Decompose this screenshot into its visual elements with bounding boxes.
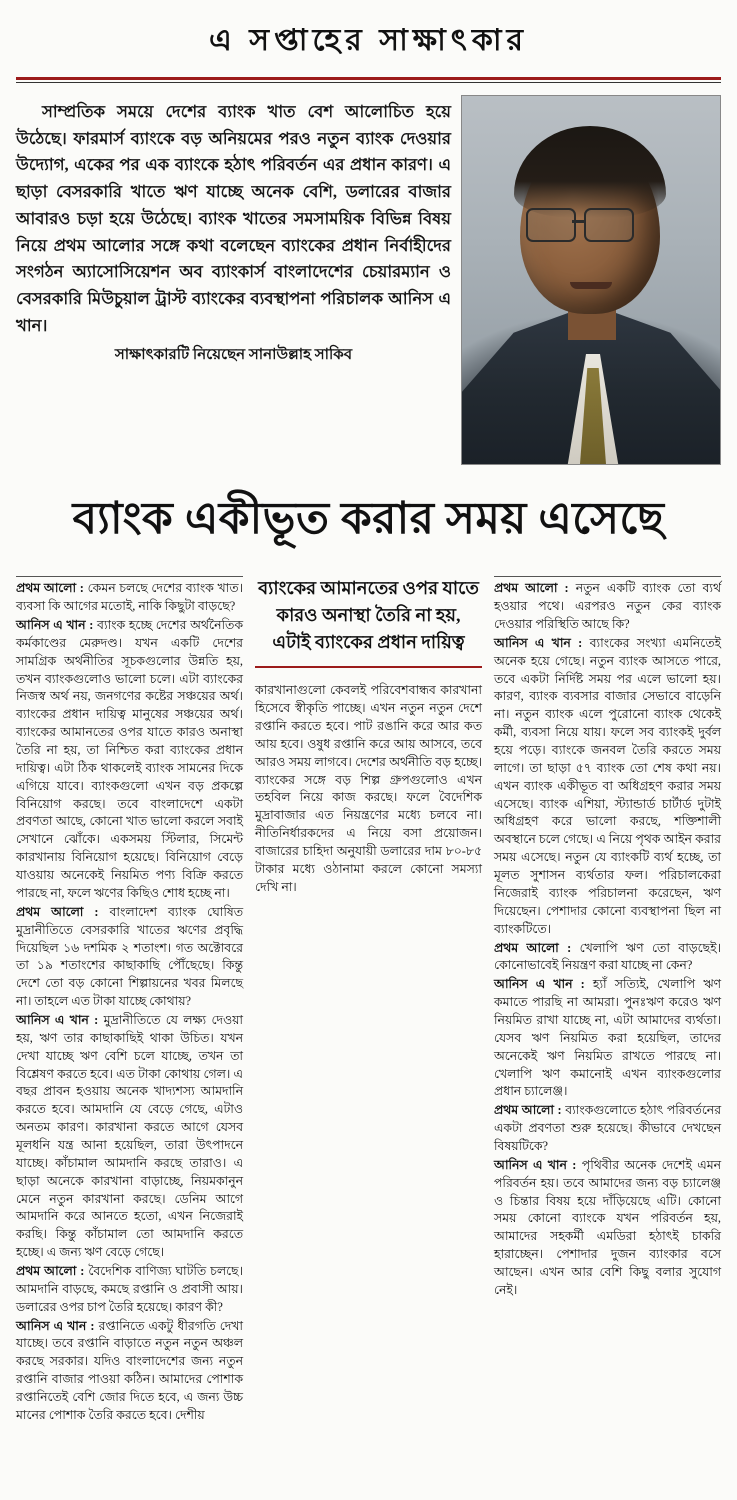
paragraph-text: কারখানাগুলো কেবলই পরিবেশবান্ধব কারখানা হিসেবে স্বীকৃতি পাচ্ছে। এখন নতুন নতুন দেশে রপ্তানি করতে হবে। পাট রঙানি করে আর কত আয় হবে। ওষুধ রপ্তানি করে আয় আসবে, তবে আরও সময় লাগবে। দেশের অর্থনীতি বড় হচ্ছে। ব্যাংকের সঙ্গে বড় শিল্প গ্রুপগুলোও এখন তহবিল নিয়ে কাজ করছে। ফলে বৈদেশিক মুদ্রাবাজার এত নিয়ন্ত্রণের মধ্যে চলবে না। নীতিনির্ধারকদের এ নিয়ে বসা প্রয়োজন। বাজারের চাহিদা অনুযায়ী ডলারের দাম ৮০-৮৫ টাকার মধ্যে ওঠানামা করলে কোনো সমস্যা দেখি না। <box>255 683 482 894</box>
paragraph-text: ব্যাংক হচ্ছে দেশের অর্থনৈতিক কর্মকাণ্ডের মেরুদণ্ড। যখন একটি দেশের সামগ্রিক অর্থনীতির সূচকগুলোর উন্নতি হয়, তখন ব্যাংকগুলোও ভালো চলে। এটা ব্যাংকের নিজস্ব অর্থ নয়, জনগণের কষ্টের সঞ্চয়ের অর্থ। ব্যাংকের প্রধান দায়িত্ব মানুষের সঞ্চয়ের অর্থ। ব্যাংকের আমানতের ওপর যাতে কারও অনাস্থা তৈরি না হয়, তা নিশ্চিত করা ব্যাংকের প্রধান দায়িত্ব। এটা ঠিক থাকলেই ব্যাংক সামনের দিকে এগিয়ে যাবে। ব্যাংকগুলো এখন বড় প্রকল্পে বিনিয়োগ করছে। তবে বাংলাদেশে একটা প্রবণতা আছে, কোনো খাত ভালো করলে সবাই সেখানে ঝোঁকে। একসময় স্টিলার, সিমেন্ট কারখানায় বিনিয়োগ হয়েছে। বিনিয়োগ বেড়ে যাওয়ায় অনেকেই নিয়মিত পণ্য বিক্রি করতে পারছে না, ফলে ঋণের কিছিও শোধ হচ্ছে না। <box>16 618 243 900</box>
article-headline: ব্যাংক একীভূত করার সময় এসেছে <box>72 494 665 543</box>
portrait-hair <box>514 126 666 218</box>
left-question <box>16 1263 243 1317</box>
interviewee-label: আনিস এ খান : <box>16 1318 95 1333</box>
paragraph-text: মুদ্রানীতিতে যে লক্ষ্য দেওয়া হয়, ঋণ তার কাছাকাছিই থাকা উচিত। যখন দেখা যাচ্ছে ঋণ বেশি চলে যাচ্ছে, তখন তা বিশ্লেষণ করতে হবে। এত টাকা কোথায় গেল। এ বছর প্রাবন হওয়ায় অনেক খাদ্যশস্য আমদানি করতে হবে। আমদানি যে বেড়ে গেছে, এটাও অনতম কারণ। কারখানা করতে আগে যেসব মূলধনি যন্ত্র আনা হয়েছিল, তারা উৎপাদনে যাচ্ছে। কাঁচামাল আমদানি করছে তারাও। এ ছাড়া অনেকে কারখানা বাড়াচ্ছে, নিয়মকানুন মেনে নতুন কারখানা করছে। ডেনিম আগে আমদানি করে আনতে হতো, এখন নিজেরাই করছি। কিন্তু কাঁচামাল তো আমদানি করতে হচ্ছে। এ জন্য ঋণ বেড়ে গেছে। <box>16 1012 243 1260</box>
paragraph-text: নতুন একটি ব্যাংক তো ব্যর্থ হওয়ার পথে। এরপরও নতুন কের ব্যাংক দেওয়ার পরিস্থিতি আছে কি? <box>494 581 721 632</box>
interviewee-label: আনিস এ খান : <box>16 618 94 633</box>
paragraph-text: রপ্তানিতে একটু ধীরগতি দেখা যাচ্ছে। তবে রপ্তানি বাড়াতে নতুন নতুন অঞ্চল করছে সরকার। যদিও বাংলাদেশের জন্য নতুন রপ্তানি বাজার পাওয়া কঠিন। আমাদের পোশাক রপ্তানিতেই বেশি জোর দিতে হবে, এ জন্য উচ্চ মানের পোশাক তৈরি করতে হবে। দেশীয় <box>16 1318 243 1422</box>
right-question <box>494 580 721 634</box>
page-footer-space <box>16 1426 721 1430</box>
interviewer-label: প্রথম আলো : <box>16 581 84 596</box>
interviewee-label: আনিস এ খান : <box>494 635 583 650</box>
paragraph-text: ব্যাংকগুলোতে হঠাৎ পরিবর্তনের একটা প্রবণতা শুরু হয়েছে। কীভাবে দেখছেন বিষয়টিকে? <box>494 1103 722 1153</box>
interviewer-label: প্রথম আলো : <box>16 1263 85 1278</box>
interviewee-label: আনিস এ খান : <box>16 1012 99 1027</box>
paragraph-text: বৈদেশিক বাণিজ্য ঘাটতি চলছে। আমদানি বাড়ছে, কমছে রপ্তানি ও প্রবাসী আয়। ডলারের ওপর চাপ তৈরি হয়েছে। কারণ কী? <box>16 1263 243 1314</box>
right-answer <box>494 1157 721 1300</box>
right-question <box>494 940 721 976</box>
paragraph-text: ব্যাংকের সংখ্যা এমনিতেই অনেক হয়ে গেছে। নতুন ব্যাংক আসতে পারে, তবে একটা নির্দিষ্ট সময় পর এলে ভালো হয়। কারণ, ব্যাংক ব্যবসার বাজার সেভাবে বাড়েনি না। নতুন ব্যাংক এলে পুরোনো ব্যাংক থেকেই কর্মী, ব্যবসা নিয়ে যায়। ফলে সব ব্যাংকই দুর্বল হয়ে পড়ে। ব্যাংকে জনবল তৈরি করতে সময় লাগে। তা ছাড়া ৫৭ ব্যাংক তো শেষ কথা নয়। এখন ব্যাংক একীভূত বা অধিগ্রহণ করার সময় এসেছে। ব্যাংক এশিয়া, স্ট্যান্ডার্ড চার্টার্ড দুটাই অধিগ্রহণ করে ভালো করছে, শক্তিশালী অবস্থানে চলে গেছে। এ নিয়ে পৃথক আইন করার সময় এসেছে। নতুন যে ব্যাংকটি ব্যর্থ হচ্ছে, তা মূলত সুশাসন ব্যর্থতার ফল। পরিচালকেরা নিজেরাই ব্যাংক পরিচালনা করেছেন, ঋণ দিয়েছেন। পেশাদার কোনো ব্যবস্থাপনা ছিল না ব্যাংকটিতে। <box>494 635 721 936</box>
pullquote: ব্যাংকের আমানতের ওপর যাতে কারও অনাস্থা তৈরি না হয়, এটাই ব্যাংকের প্রধান দায়িত্ব <box>255 573 482 668</box>
column-middle-body <box>255 676 482 896</box>
column-middle <box>255 573 482 897</box>
masthead-rule-thin <box>16 82 721 83</box>
portrait-image <box>462 96 720 464</box>
interviewer-label: প্রথম আলো : <box>494 581 569 596</box>
interviewee-label: আনিস এ খান : <box>494 1157 577 1172</box>
masthead-title: এ সপ্তাহের সাক্ষাৎকার <box>208 24 529 57</box>
masthead-rule-red <box>16 77 721 80</box>
paragraph-text: বাংলাদেশ ব্যাংক ঘোষিত মুদ্রানীতিতে বেসরকারি খাতের ঋণের প্রবৃদ্ধি দিয়েছিল ১৬ দশমিক ২ শতাংশ। গত অক্টোবরে তা ১৯ শতাংশের কাছাকাছি পৌঁছেছে। কিন্তু দেশে তো বড় কোনো শিল্পায়নের খবর মিলছে না। তাহলে এত টাকা যাচ্ছে কোথায়? <box>16 904 244 1009</box>
portrait-photo <box>461 95 721 465</box>
right-question <box>494 1102 721 1156</box>
column-left-body <box>16 580 243 1424</box>
column-left-rule <box>16 576 243 577</box>
mid-answer <box>255 682 482 896</box>
column-right-body <box>494 580 721 1299</box>
right-answer <box>494 976 721 1101</box>
interviewer-label: প্রথম আলো : <box>494 940 572 955</box>
portrait-glasses-bridge <box>572 220 584 223</box>
column-left <box>16 573 243 1425</box>
intro-byline: সাক্ষাৎকারটি নিয়েছেন সানাউল্লাহ সাকিব <box>114 347 353 364</box>
interviewer-label: প্রথম আলো : <box>16 904 99 919</box>
column-right-rule <box>494 576 721 577</box>
intro-paragraph: সাম্প্রতিক সময়ে দেশের ব্যাংক খাত বেশ আলোচিত হয়ে উঠেছে। ফারমার্স ব্যাংকে বড় অনিয়মের পরও নতুন ব্যাংক দেওয়ার উদ্যোগ, একের পর এক ব্যাংকে হঠাৎ পরিবর্তন এর প্রধান কারণ। এ ছাড়া বেসরকারি খাতে ঋণ যাচ্ছে অনেক বেশি, ডলারের বাজার আবারও চড়া হয়ে উঠেছে। ব্যাংক খাতের সমসাময়িক বিভিন্ন বিষয় নিয়ে প্রথম আলোর সঙ্গে কথা বলেছেন ব্যাংকের প্রধান নির্বাহীদের সংগঠন অ্যাসোসিয়েশন অব ব্যাংকার্স বাংলাদেশের চেয়ারম্যান ও বেসরকারি মিউচুয়াল ট্রাস্ট ব্যাংকের ব্যবস্থাপনা পরিচালক আনিস এ খান। <box>16 102 451 335</box>
intro-text-wrap <box>16 95 451 368</box>
left-question <box>16 580 243 616</box>
paragraph-text: হ্যাঁ সত্যিই, খেলাপি ঋণ কমাতে পারছি না আমরা। পুনঃঋণ করেও ঋণ নিয়মিত রাখা যাচ্ছে না, এটা আমাদের ব্যর্থতা। যেসব ঋণ নিয়মিত করা হয়েছিল, তাদের অনেকেই ঋণ নিয়মিত রাখতে পারছে না। খেলাপি ঋণ কমানোই এখন ব্যাংকগুলোর প্রধান চ্যালেঞ্জ। <box>494 977 721 1099</box>
paragraph-text: কেমন চলছে দেশের ব্যাংক খাত। ব্যবসা কি আগের মতোই, নাকি কিছুটা বাড়ছে? <box>16 581 243 614</box>
column-right <box>494 573 721 1300</box>
interviewee-label: আনিস এ খান : <box>494 977 585 992</box>
left-answer <box>16 1318 243 1425</box>
paragraph-text: পৃথিবীর অনেক দেশেই এমন পরিবর্তন হয়। তবে আমাদের জন্য বড় চ্যালেঞ্জ ও চিন্তার বিষয় হয়ে দাঁড়িয়েছে এটি। কোনো সময় কোনো ব্যাংকে যখন পরিবর্তন হয়, আমাদের সহকর্মী এমডিরা হঠাৎই চাকরি হারাচ্ছেন। পেশাদার দুজন ব্যাংকার বসে আছেন। এখন আর বেশি কিছু বলার সুযোগ নেই। <box>494 1157 721 1297</box>
left-answer <box>16 617 243 903</box>
article-columns <box>16 573 721 1425</box>
portrait-mouth <box>570 282 612 289</box>
left-question <box>16 904 243 1011</box>
right-answer <box>494 635 721 939</box>
portrait-glasses-left <box>526 208 576 242</box>
portrait-glasses-right <box>584 208 634 242</box>
intro-block <box>16 95 721 465</box>
interviewer-label: প্রথম আলো : <box>494 1103 562 1118</box>
left-answer <box>16 1012 243 1262</box>
paragraph-text: খেলাপি ঋণ তো বাড়ছেই। কোনোভাবেই নিয়ন্ত্রণ করা যাচ্ছে না কেন? <box>494 940 721 973</box>
